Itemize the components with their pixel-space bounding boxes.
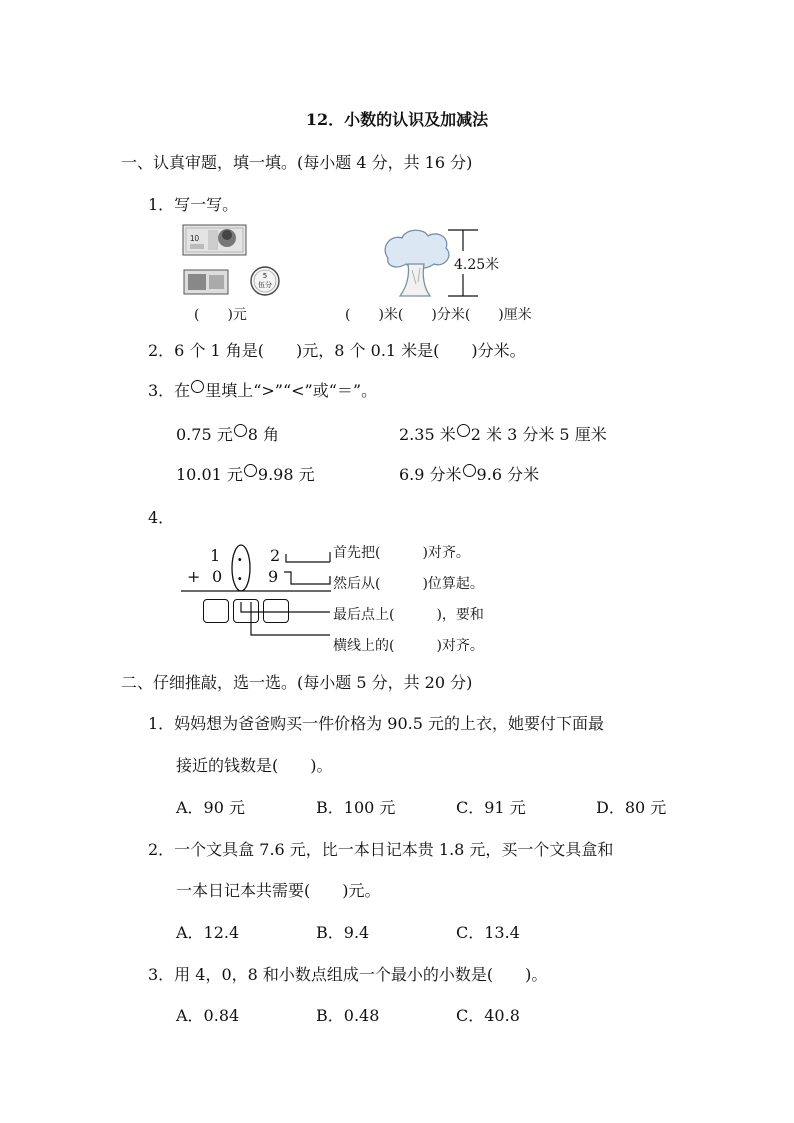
compare-item-1 — [176, 422, 279, 445]
length-answer-blank: ( )米( )分米( )厘米 — [345, 307, 532, 323]
compare-left: 2.35 米 — [399, 425, 456, 444]
answer-box-1[interactable] — [203, 599, 229, 623]
answer-box-2[interactable] — [233, 599, 259, 623]
tree-height-label: 4.25米 — [452, 254, 501, 274]
s2-q2-line1: 2．一个文具盒 7.6 元，比一本日记本贵 1.8 元，买一个文具盒和 — [148, 840, 614, 859]
money-illustration — [180, 222, 290, 300]
top-digit-2: 2 — [270, 546, 281, 565]
compare-circle-icon[interactable] — [463, 464, 476, 477]
decimal-point-top: . — [237, 546, 243, 565]
compare-left: 6.9 分米 — [399, 465, 462, 484]
s1-q3-label — [148, 378, 377, 401]
s2-q2-option-c[interactable]: C．13.4 — [456, 923, 520, 942]
compare-right: 9.6 分米 — [476, 465, 540, 484]
s2-q2-line2: 一本日记本共需要( )元。 — [176, 881, 381, 900]
section2-heading: 二、仔细推敲，选一选。(每小题 5 分，共 20 分) — [121, 673, 473, 692]
s1-q4-label: 4． — [148, 508, 175, 527]
compare-right: 9.98 元 — [257, 465, 315, 484]
q4-note-4: 横线上的( )对齐。 — [333, 638, 484, 654]
s2-q2-option-b[interactable]: B．9.4 — [316, 923, 370, 942]
s1-q1-label: 1．写一写。 — [148, 195, 239, 214]
q4-note-3: 最后点上( )，要和 — [333, 607, 484, 623]
s1-q3-label-post: 里填上“>”“<”或“＝”。 — [205, 381, 378, 400]
top-digit-1: 1 — [210, 546, 221, 565]
bottom-digit-1: 0 — [212, 567, 223, 586]
svg-text:5: 5 — [262, 272, 268, 280]
s2-q1-option-b[interactable]: B．100 元 — [316, 798, 396, 817]
s2-q1-option-a[interactable]: A．90 元 — [176, 798, 246, 817]
s2-q3-line1: 3．用 4，0，8 和小数点组成一个最小的小数是( )。 — [148, 965, 548, 984]
s2-q1-option-c[interactable]: C．91 元 — [456, 798, 526, 817]
s1-q2: 2．6 个 1 角是( )元，8 个 0.1 米是( )分米。 — [148, 341, 526, 360]
s2-q1-line1: 1．妈妈想为爸爸购买一件价格为 90.5 元的上衣，她要付下面最 — [148, 714, 604, 733]
compare-right: 2 米 3 分米 5 厘米 — [470, 425, 607, 444]
coin-image — [251, 267, 279, 295]
coin-label: 伍分 — [258, 281, 272, 289]
compare-item-2 — [399, 422, 607, 445]
tree-image — [385, 230, 449, 296]
compare-circle-icon[interactable] — [244, 464, 257, 477]
banknote-small-image — [184, 270, 228, 294]
q4-note-1: 首先把( )对齐。 — [333, 545, 470, 561]
compare-circle-icon[interactable] — [457, 424, 470, 437]
compare-item-4 — [399, 462, 539, 485]
compare-right: 8 角 — [247, 425, 279, 444]
circle-blank-icon — [191, 380, 204, 393]
compare-item-3 — [176, 462, 315, 485]
s2-q3-option-c[interactable]: C．40.8 — [456, 1006, 520, 1025]
s2-q2-option-a[interactable]: A．12.4 — [176, 923, 240, 942]
answer-box-3[interactable] — [263, 599, 289, 623]
s2-q3-option-a[interactable]: A．0.84 — [176, 1006, 240, 1025]
money-answer-blank: ( )元 — [194, 307, 247, 323]
plus-sign: + — [187, 567, 201, 586]
page-title: 12．小数的认识及加减法 — [305, 110, 489, 129]
compare-left: 10.01 元 — [176, 465, 243, 484]
compare-circle-icon[interactable] — [234, 424, 247, 437]
bottom-digit-2: 9 — [268, 567, 279, 586]
decimal-point-bottom: . — [237, 565, 243, 584]
q4-note-2: 然后从( )位算起。 — [333, 576, 484, 592]
banknote-10-yuan-image — [183, 225, 246, 255]
compare-left: 0.75 元 — [176, 425, 233, 444]
s1-q3-label-pre: 3．在 — [148, 381, 191, 400]
s2-q3-option-b[interactable]: B．0.48 — [316, 1006, 380, 1025]
banknote-denomination: 10 — [190, 234, 199, 243]
s2-q1-line2: 接近的钱数是( )。 — [176, 756, 333, 775]
section1-heading: 一、认真审题，填一填。(每小题 4 分，共 16 分) — [121, 153, 473, 172]
s2-q1-option-d[interactable]: D．80 元 — [596, 798, 667, 817]
vertical-addition-lines — [176, 538, 336, 658]
